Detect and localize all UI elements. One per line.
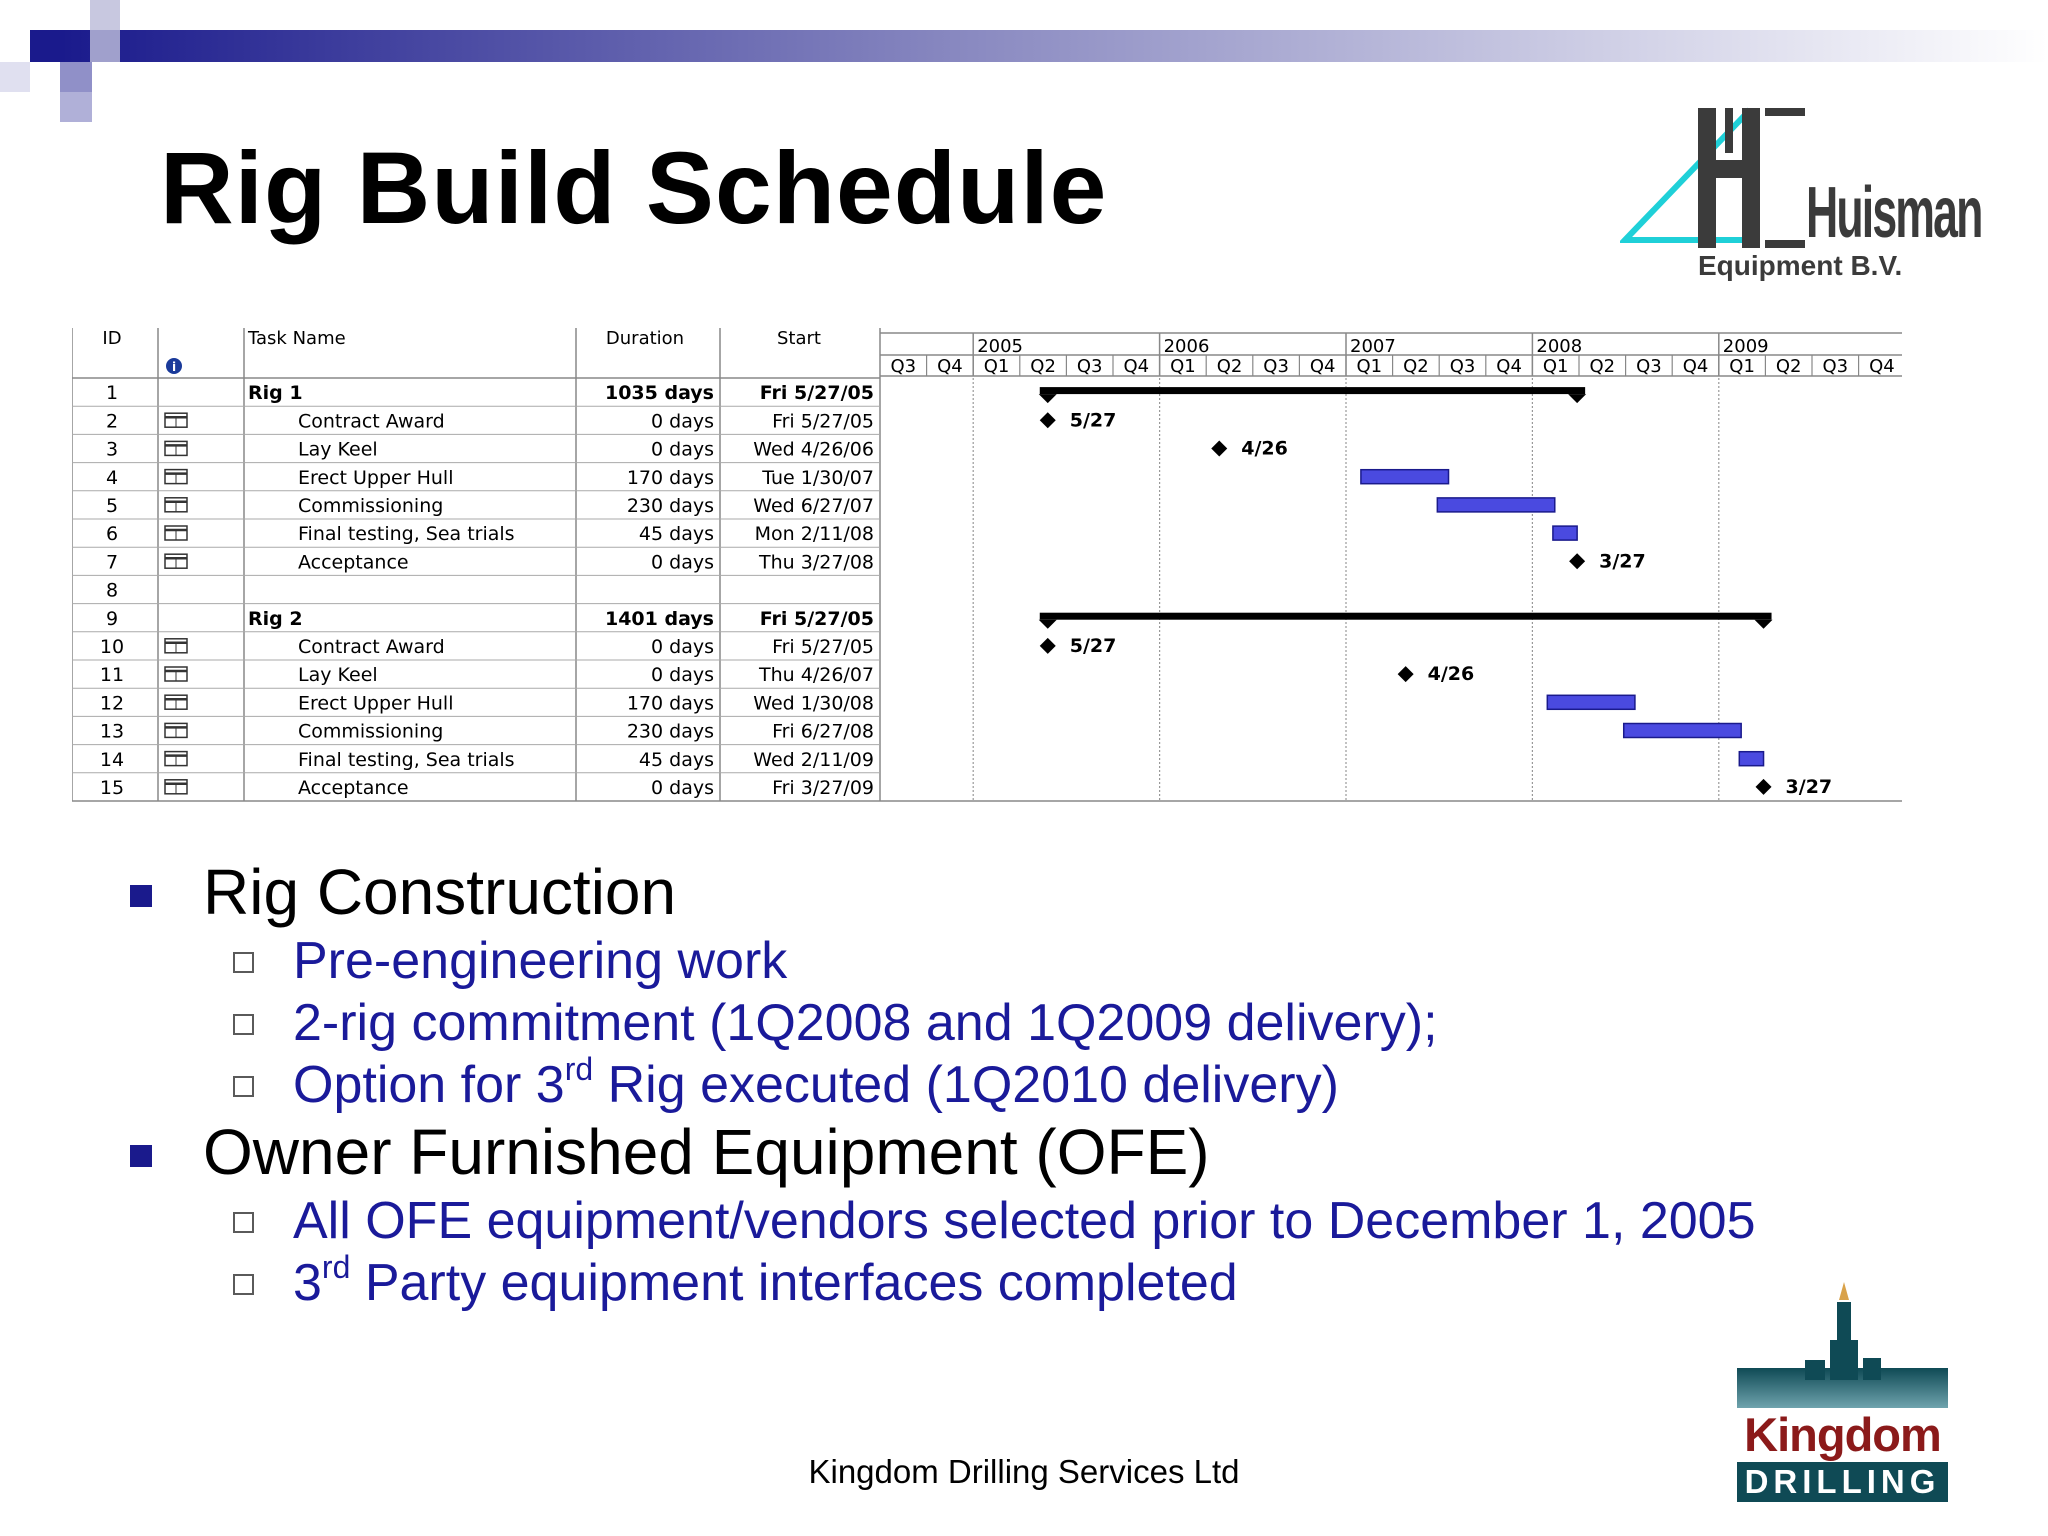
task-start: Wed 6/27/07 [753, 495, 874, 517]
task-start: Fri 5/27/05 [772, 636, 874, 658]
task-duration: 1401 days [604, 607, 714, 630]
year-label: 2005 [977, 336, 1024, 357]
square-bullet-icon [130, 1145, 152, 1167]
header-square [60, 62, 92, 92]
hollow-square-bullet-icon [233, 1014, 254, 1035]
year-label: 2009 [1722, 336, 1769, 357]
bullet-level1 [125, 1115, 1825, 1189]
task-duration: 170 days [626, 692, 714, 715]
task-name: Lay Keel [298, 438, 378, 461]
task-duration: 0 days [651, 777, 714, 799]
page-title: Rig Build Schedule [160, 131, 1108, 245]
task-name: Final testing, Sea trials [298, 523, 515, 546]
kingdom-logo-subtitle: DRILLING [1737, 1462, 1948, 1502]
task-id: 9 [105, 607, 119, 630]
task-name: Rig 1 [248, 382, 303, 405]
task-id: 1 [105, 382, 119, 405]
task-name: Final testing, Sea trials [298, 748, 515, 771]
task-name: Erect Upper Hull [298, 466, 454, 489]
quarter-label: Q4 [1496, 356, 1522, 377]
task-name: Lay Keel [298, 664, 378, 687]
bullet-text [293, 1051, 1339, 1115]
task-start: Fri 6/27/08 [772, 720, 874, 743]
task-start: Tue 1/30/07 [762, 466, 874, 489]
task-name: Acceptance [298, 551, 409, 574]
bullet-text: Pre-engineering work [293, 932, 788, 990]
task-name: Contract Award [298, 410, 445, 433]
header-band-gradient [60, 30, 2048, 62]
header-square [60, 92, 92, 122]
task-start: Wed 1/30/08 [753, 692, 874, 715]
header-square [90, 0, 120, 30]
quarter-label: Q3 [1263, 356, 1289, 377]
task-name: Commissioning [298, 495, 444, 517]
bullet-text-part: Party equipment interfaces completed [350, 1254, 1238, 1312]
summary-bar-cap [1568, 394, 1586, 403]
quarter-label: Q1 [1170, 356, 1196, 377]
task-id: 14 [99, 748, 125, 771]
square-bullet-icon [130, 885, 152, 907]
quarter-label: Q2 [1030, 356, 1056, 377]
quarter-label: Q3 [890, 356, 917, 377]
task-start: Wed 4/26/06 [753, 438, 874, 461]
milestone-label: 4/26 [1241, 437, 1288, 460]
quarter-label: Q4 [1309, 356, 1336, 377]
task-id: 13 [99, 720, 125, 743]
milestone-label: 3/27 [1785, 775, 1833, 798]
bullet-list [125, 855, 1825, 1313]
hollow-square-bullet-icon [233, 1076, 254, 1097]
quarter-label: Q2 [1589, 356, 1616, 377]
bullet-level2 [125, 1053, 1825, 1115]
milestone-diamond [1569, 553, 1585, 569]
task-duration: 0 days [651, 438, 714, 461]
task-id: 5 [105, 495, 119, 517]
hollow-square-bullet-icon [233, 952, 254, 973]
superscript: rd [564, 1051, 594, 1087]
milestone-label: 5/27 [1069, 634, 1117, 657]
task-id: 12 [99, 692, 125, 715]
task-id: 6 [105, 523, 119, 546]
task-start: Fri 5/27/05 [772, 410, 874, 433]
kingdom-logo-text: Kingdom [1744, 1408, 1941, 1461]
quarter-label: Q2 [1216, 356, 1243, 377]
quarter-label: Q1 [1729, 356, 1755, 377]
header-square [30, 30, 60, 62]
superscript: rd [321, 1249, 351, 1285]
bullet-text: 2-rig commitment (1Q2008 and 1Q2009 delivery); [293, 994, 1438, 1052]
bullet-text-part: 3 [293, 1254, 322, 1312]
header-square [90, 30, 120, 62]
task-start: Thu 3/27/08 [759, 551, 874, 574]
task-duration: 0 days [651, 410, 714, 433]
column-header-duration: Duration [605, 328, 685, 349]
bullet-level2 [125, 1251, 1825, 1313]
task-duration: 230 days [626, 720, 714, 743]
task-duration: 0 days [651, 636, 714, 658]
footer-text: Kingdom Drilling Services Ltd [808, 1453, 1240, 1490]
quarter-label: Q1 [1356, 356, 1383, 377]
summary-bar-cap [1039, 620, 1057, 629]
quarter-label: Q2 [1403, 356, 1429, 377]
quarter-label: Q3 [1076, 356, 1103, 377]
column-header-task: Task Name [248, 328, 346, 349]
task-start: Fri 5/27/05 [759, 382, 874, 405]
task-id: 3 [105, 438, 119, 461]
task-name: Acceptance [298, 777, 409, 799]
task-start: Wed 2/11/09 [753, 748, 874, 771]
quarter-label: Q1 [1542, 356, 1569, 377]
task-start: Fri 3/27/09 [772, 777, 874, 799]
quarter-label: Q4 [937, 356, 963, 377]
milestone-label: 3/27 [1599, 550, 1646, 573]
bullet-level1 [125, 855, 1825, 929]
quarter-label: Q4 [1682, 356, 1709, 377]
task-name: Rig 2 [248, 607, 303, 630]
bullet-text: Owner Furnished Equipment (OFE) [203, 1116, 1210, 1188]
gantt-chart [72, 328, 1902, 802]
year-label: 2007 [1350, 336, 1396, 357]
quarter-label: Q4 [1869, 356, 1895, 377]
quarter-label: Q3 [1636, 356, 1662, 377]
task-duration: 1035 days [604, 382, 714, 405]
task-id: 11 [99, 664, 125, 687]
task-duration: 0 days [651, 664, 714, 687]
milestone-diamond [1756, 779, 1772, 795]
task-id: 2 [105, 410, 119, 433]
quarter-label: Q3 [1449, 356, 1476, 377]
task-duration: 170 days [626, 466, 714, 489]
milestone-diamond [1211, 441, 1227, 457]
header-square [0, 62, 30, 92]
task-duration: 230 days [626, 495, 714, 517]
task-bar [1553, 526, 1577, 540]
task-id: 10 [99, 636, 125, 658]
summary-bar-cap [1755, 620, 1773, 629]
gantt-svg [72, 328, 1902, 802]
milestone-diamond [1398, 666, 1414, 682]
task-start: Mon 2/11/08 [754, 523, 874, 546]
column-header-id: ID [102, 328, 122, 349]
milestone-label: 4/26 [1427, 663, 1475, 686]
task-id: 7 [105, 551, 119, 574]
bullet-text-part: Option for 3 [293, 1056, 565, 1114]
bullet-text [293, 1249, 1238, 1313]
milestone-label: 5/27 [1069, 409, 1117, 432]
hollow-square-bullet-icon [233, 1212, 254, 1233]
hollow-square-bullet-icon [233, 1274, 254, 1295]
task-bar [1739, 752, 1763, 766]
year-label: 2008 [1536, 336, 1583, 357]
task-bar [1361, 470, 1449, 484]
quarter-label: Q3 [1822, 356, 1849, 377]
task-bar [1547, 695, 1635, 709]
milestone-diamond [1040, 412, 1056, 428]
task-bar [1437, 498, 1554, 512]
task-name: Erect Upper Hull [298, 692, 454, 715]
task-duration: 45 days [638, 748, 714, 771]
task-name: Contract Award [298, 636, 445, 658]
quarter-label: Q4 [1123, 356, 1150, 377]
bullet-text: All OFE equipment/vendors selected prior to December 1, 2005 [293, 1192, 1756, 1250]
quarter-label: Q2 [1775, 356, 1802, 377]
bullet-level2 [125, 929, 1825, 991]
task-start: Thu 4/26/07 [759, 664, 874, 687]
year-label: 2006 [1163, 336, 1210, 357]
info-icon-glyph: i [171, 360, 177, 374]
task-id: 15 [99, 777, 125, 799]
task-name: Commissioning [298, 720, 444, 743]
column-header-start: Start [777, 328, 821, 349]
task-duration: 0 days [651, 551, 714, 574]
task-start: Fri 5/27/05 [759, 607, 874, 630]
bullet-text-part: Rig executed (1Q2010 delivery) [593, 1056, 1339, 1114]
summary-bar [1040, 387, 1585, 394]
task-duration: 45 days [638, 523, 714, 546]
task-id: 8 [105, 579, 119, 602]
summary-bar-cap [1039, 394, 1057, 403]
bullet-text: Rig Construction [203, 856, 677, 928]
task-bar [1624, 724, 1741, 738]
huisman-logo-text: Huisman [1806, 173, 1982, 253]
bullet-level2 [125, 1189, 1825, 1251]
task-id: 4 [105, 466, 119, 489]
quarter-label: Q1 [983, 356, 1010, 377]
milestone-diamond [1040, 638, 1056, 654]
summary-bar [1040, 613, 1772, 620]
bullet-level2 [125, 991, 1825, 1053]
huisman-logo-subtitle: Equipment B.V. [1698, 250, 1903, 281]
